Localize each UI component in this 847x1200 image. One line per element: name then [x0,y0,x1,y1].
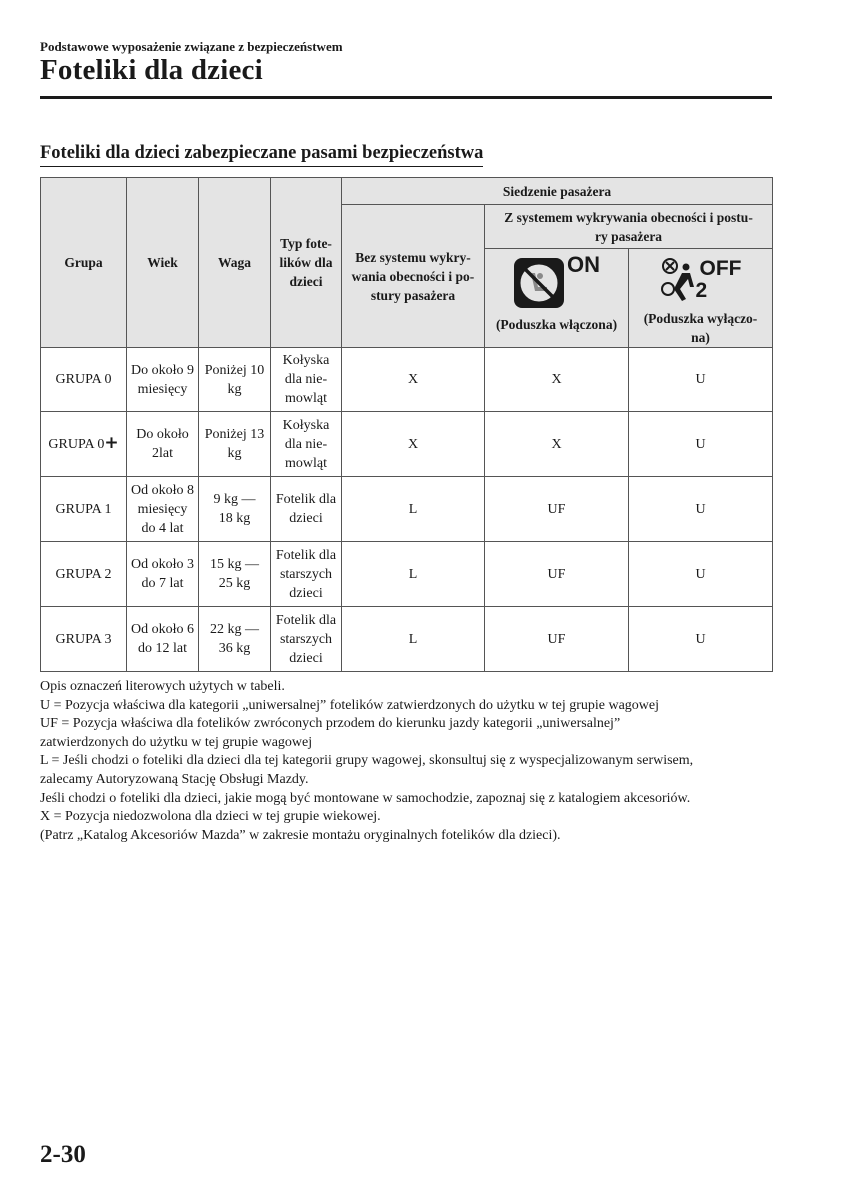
cell-type-text: Fotelik dla dzieci [275,492,337,526]
cell-group: GRUPA 1 [41,477,127,542]
legend-line: zalecamy Autoryzowaną Stację Obsługi Mazdy. [40,771,309,787]
cell-age [127,412,199,477]
passenger-airbag-icon [660,257,698,303]
table-row [41,412,773,477]
cell-age [127,477,199,542]
header-passenger-seat: Siedzenie pasażera [342,178,773,205]
cell-type [271,412,342,477]
title-rule [40,96,772,99]
cell-age [127,542,199,607]
cell-weight [199,542,271,607]
cell-airbag-on: UF [485,477,629,542]
cell-age-text: Do około 2lat [136,427,189,461]
cell-type-text: Fotelik dla starszych dzieci [275,547,337,601]
plus-icon: + [104,433,119,453]
off-number: 2 [695,279,708,302]
cell-type-text: Kołyska dla nie- mowląt [282,417,330,471]
legend-line: L = Jeśli chodzi o foteliki dla dzieci dla tej kategorii grupy wagowej, skonsultuj się z wyspecjalizowanym serwisem, [40,753,694,769]
off-label: OFF [699,257,742,280]
cell-group [41,412,127,477]
page-number: 2-30 [40,1141,86,1168]
cell-weight-text: 22 kg — 36 kg [210,622,259,656]
cell-airbag-on: X [485,348,629,412]
cell-weight [199,607,271,672]
legend-line: zatwierdzonych do użytku w tej grupie wagowej [40,734,313,750]
cell-airbag-on: UF [485,607,629,672]
table-row [41,477,773,542]
cell-weight [199,412,271,477]
cell-without-system: L [342,542,485,607]
cell-airbag-off: U [629,477,773,542]
cell-weight [199,477,271,542]
child-seat-table [40,177,773,672]
cell-type-text: Fotelik dla starszych dzieci [275,612,337,666]
cell-age [127,607,199,672]
legend-line: U = Pozycja właściwa dla kategorii „uniwersalnej” fotelików zatwierdzonych do użytku w tej grupie wagowej [40,697,660,713]
cell-type [271,542,342,607]
header-age: Wiek [127,178,199,348]
page-title: Foteliki dla dzieci [40,54,263,86]
cell-airbag-on: UF [485,542,629,607]
airbag-on-indicator [487,249,626,311]
cell-without-system: X [342,348,485,412]
off-label-group [695,257,742,302]
header-group: Grupa [41,178,127,348]
cell-weight-text: 9 kg — 18 kg [213,492,256,526]
header-with-system [485,205,773,249]
header-weight: Waga [199,178,271,348]
breadcrumb: Podstawowe wyposażenie związane z bezpieczeństwem [40,39,343,54]
airbag-on-caption: (Poduszka włączona) [495,317,618,332]
cell-age-text: Od około 3 do 7 lat [131,557,194,591]
cell-airbag-on: X [485,412,629,477]
cell-weight-text: 15 kg — 25 kg [210,557,259,591]
legend-line: X = Pozycja niedozwolona dla dzieci w tej grupie wiekowej. [40,809,381,825]
cell-age-text: Od około 6 do 12 lat [131,622,194,656]
no-child-seat-icon [513,257,565,309]
cell-age-text: Od około 8 miesięcy do 4 lat [131,482,194,536]
table-row [41,607,773,672]
cell-age [127,348,199,412]
cell-airbag-off: U [629,412,773,477]
header-seat-type-text: Typ fote- lików dla dzieci [279,236,333,289]
legend-line: (Patrz „Katalog Akcesoriów Mazda” w zakresie montażu oryginalnych fotelików dla dzieci). [40,827,561,843]
cell-group: GRUPA 3 [41,607,127,672]
table-row [41,348,773,412]
legend-line: Opis oznaczeń literowych użytych w tabeli. [40,679,285,694]
cell-group: GRUPA 2 [41,542,127,607]
section-heading: Foteliki dla dzieci zabezpieczane pasami bezpieczeństwa [40,143,483,167]
header-without-system-text: Bez systemu wykry- wania obecności i po- stury pasażera [351,249,475,303]
airbag-off-caption: (Poduszka wyłączo- na) [643,311,758,345]
table-row [41,542,773,607]
cell-without-system: L [342,477,485,542]
header-with-system-text: Z systemem wykrywania obecności i postu- ry pasażera [504,209,753,244]
cell-airbag-off: U [629,348,773,412]
cell-type [271,477,342,542]
cell-airbag-off: U [629,607,773,672]
cell-group-text: GRUPA 0 [48,437,105,452]
cell-airbag-off: U [629,542,773,607]
airbag-off-indicator [631,249,770,305]
cell-without-system: X [342,412,485,477]
cell-type [271,348,342,412]
legend [40,678,780,845]
legend-line: Jeśli chodzi o foteliki dla dzieci, jakie mogą być montowane w samochodzie, zapoznaj się z katalogiem akcesoriów. [40,790,691,806]
cell-group: GRUPA 0 [41,348,127,412]
cell-type-text: Kołyska dla nie- mowląt [282,353,330,406]
cell-without-system: L [342,607,485,672]
cell-type [271,607,342,672]
header-airbag-on [485,249,629,348]
header-airbag-off [629,249,773,348]
table-body [41,348,773,672]
legend-line: UF = Pozycja właściwa dla fotelików zwróconych przodem do kierunku jazdy kategorii „uniwersalnej” [40,716,621,732]
cell-age-text: Do około 9 miesięcy [131,362,194,397]
on-label: ON [567,252,600,277]
cell-weight [199,348,271,412]
cell-weight-text: Poniżej 10 kg [204,362,265,397]
header-seat-type [271,178,342,348]
header-without-system [342,205,485,348]
cell-weight-text: Poniżej 13 kg [204,427,265,461]
